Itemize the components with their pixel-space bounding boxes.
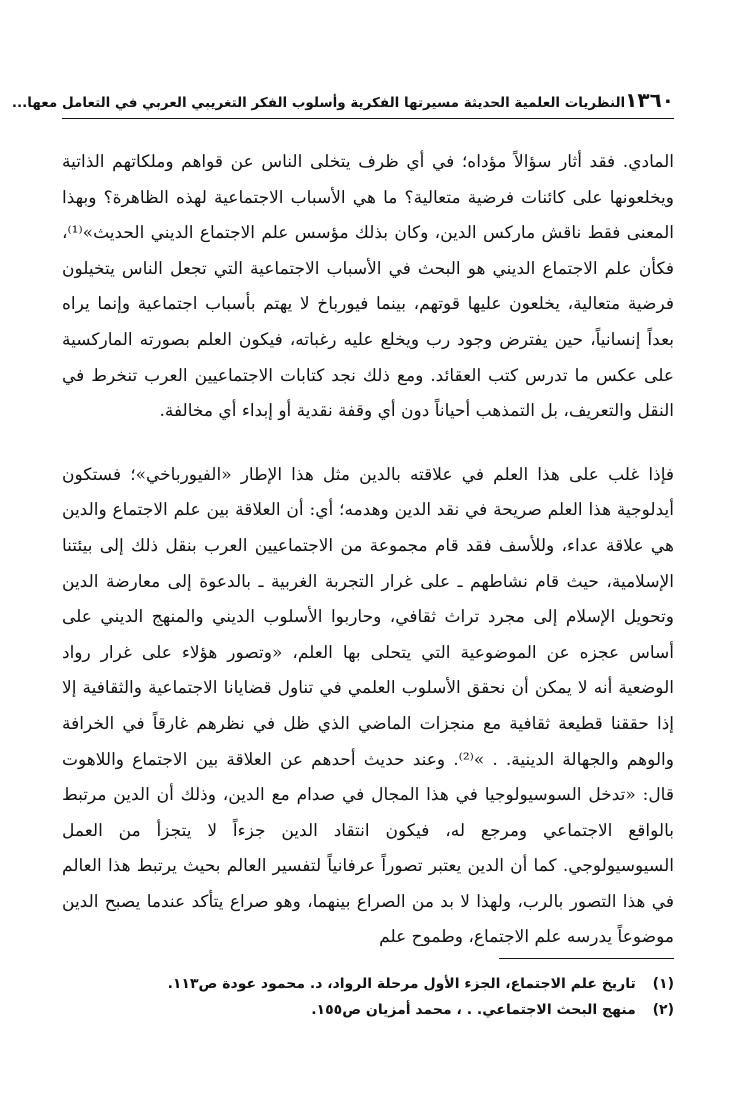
footnote-number: (١) (652, 976, 674, 992)
book-page (11, 88, 675, 1067)
footnotes (62, 958, 674, 1023)
footnote-text: منهج البحث الاجتماعي. . ، محمد أمزيان ص١٥٥. (311, 1002, 636, 1018)
body-text (62, 145, 674, 956)
paragraph-1: المادي. فقد أثار سؤالاً مؤداه؛ في أي ظرف يتخلى الناس عن قواهم وملكاتهم الذاتية ويخلعونها على كائنات فرضية متعالية؟ ما هي الأسباب الاجتماعية لهذه الظاهرة؟ وبهذا المعنى فقط ناقش ماركس الدين، وكان بذلك مؤسس علم الاجتماع الديني الحديث»⁽¹⁾، فكأن علم الاجتماع الديني هو البحث في الأسباب الاجتماعية التي تجعل الناس يتخيلون فرضية متعالية، يخلعون عليها قوتهم، بينما فيورباخ لا يهتم بأسباب اجتماعية وإنما يراه بعداً إنسانياً، حين يفترض وجود رب ويخلع عليه رغباته، فيكون العلم بصورته الماركسية على عكس ما تدرس كتب العقائد. ومع ذلك نجد كتابات الاجتماعيين العرب تنخرط في النقل والتعريف، بل التمذهب أحياناً دون أي وقفة نقدية أو إبداء أي مخالفة. (62, 152, 674, 422)
page-header (11, 88, 674, 119)
footnote-divider (499, 958, 674, 959)
paragraph-2: فإذا غلب على هذا العلم في علاقته بالدين مثل هذا الإطار «الفيورباخي»؛ فستكون أيدلوجية هذا العلم صريحة في نقد الدين وهدمه؛ أي: أن العلاقة بين علم الاجتماع والدين هي علاقة عداء، وللأسف فقد قام مجموعة من الاجتماعيين العرب بنقل ذلك إلى بيئتنا الإسلامية، حيث قام نشاطهم ـ على غرار التجربة الغربية ـ بالدعوة إلى معارضة الدين وتحويل الإسلام إلى مجرد تراث ثقافي، وحاربوا الأسلوب الديني والمنهج الديني على أساس عجزه عن الموضوعية التي يتحلى بها العلم، «وتصور هؤلاء على غرار رواد الوضعية أنه لا يمكن أن نحقق الأسلوب العلمي في تناول قضايانا الاجتماعية والثقافية إلا إذا حققنا قطيعة ثقافية مع منجزات الماضي الذي ظل في نظرهم غارقاً في الخرافة والوهم والجهالة الدينية. . »⁽²⁾. وعند حديث أحدهم عن العلاقة بين الاجتماع واللاهوت قال: «تدخل السوسيولوجيا في هذا المجال في صدام مع الدين، وذلك أن الدين مرتبط بالواقع الاجتماعي ومرجع له، فيكون انتقاد الدين جزءاً لا يتجزأ من العمل السيوسيولوجي. كما أن الدين يعتبر تصوراً عرفانياً لتفسير العالم بحيث يرتبط هذا العالم في هذا التصور بالرب، ولهذا لا بد من الصراع بينهما، وهو صراع يتأكد عندما يصبح الدين موضوعاً يدرسه علم الاجتماع، وطموح علم (62, 464, 675, 948)
footnote-1 (62, 971, 674, 997)
page-number: ١٣٦٠ (625, 88, 674, 112)
footnote-text: تاريخ علم الاجتماع، الجزء الأول مرحلة الرواد، د. محمود عودة ص١١٣. (167, 976, 636, 992)
footnote-2 (62, 997, 674, 1023)
footnote-number: (٢) (652, 1002, 674, 1018)
running-title: النظريات العلمية الحديثة مسيرتها الفكرية وأسلوب الفكر التغريبي العربي في التعامل معها... (11, 95, 626, 111)
